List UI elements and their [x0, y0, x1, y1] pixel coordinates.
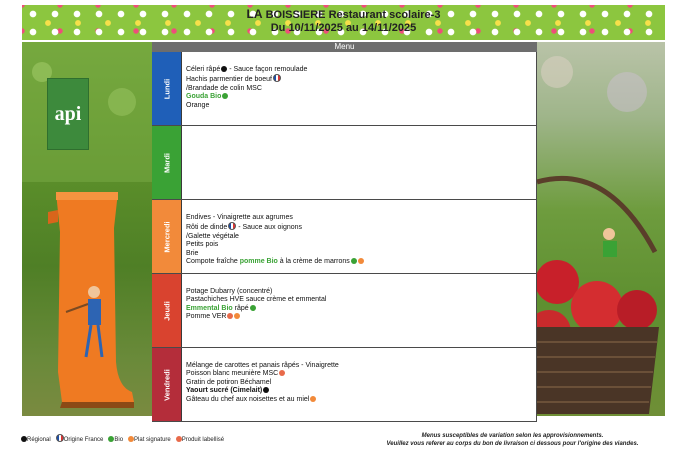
legend-label: Régional — [27, 437, 51, 443]
dish-sauce: - Sauce aux oignons — [236, 224, 303, 232]
menu-table — [152, 52, 537, 422]
dish-name: Gouda Bio — [186, 93, 222, 101]
menu-title — [22, 8, 665, 35]
title-main: BOISSIERE Restaurant scolaire-3 — [265, 9, 441, 21]
dish-item — [186, 102, 530, 110]
dish-item — [186, 66, 530, 74]
dish-name: Mélange de carottes et panais râpés - Vinaigrette — [186, 362, 339, 369]
dish-list — [186, 214, 530, 266]
day-label-cell — [152, 126, 182, 199]
day-label-cell — [152, 274, 182, 347]
day-label: Mercredi — [162, 220, 171, 253]
dish-name: Brie — [186, 249, 199, 257]
dish-item — [186, 370, 530, 378]
legend-item — [20, 437, 51, 443]
legend-label: Plat signature — [134, 437, 171, 443]
right-photo-apple-basket — [537, 42, 665, 416]
dish-sauce: - Sauce façon remoulade — [227, 66, 308, 73]
dish-name: Gratin de potiron Béchamel — [186, 378, 272, 386]
legend-item — [127, 437, 171, 443]
dish-item — [186, 258, 530, 266]
day-row-jeudi — [152, 274, 537, 348]
label-product-icon — [279, 370, 285, 376]
title-prefix: LA — [246, 7, 263, 21]
footer-note-line1: Menus susceptibles de variation selon les approvisionnements. — [421, 433, 604, 439]
dish-name: Rôti de dinde — [186, 224, 228, 232]
signature-dish-icon — [310, 396, 316, 402]
dish-detail: à la crème de marrons — [277, 258, 350, 266]
dish-item — [186, 387, 530, 395]
dish-list — [186, 66, 530, 110]
regional-icon — [263, 387, 269, 393]
api-logo: api — [47, 78, 89, 150]
dish-name: Céleri râpé — [186, 66, 221, 73]
dish-name: Petits pois — [186, 241, 219, 249]
day-label: Vendredi — [162, 368, 171, 401]
day-label-cell — [152, 348, 182, 421]
legend-item — [175, 437, 224, 443]
day-row-mercredi — [152, 200, 537, 274]
dish-item — [186, 296, 530, 304]
dish-item — [186, 305, 530, 313]
legend-item — [55, 437, 104, 443]
legend — [20, 434, 228, 443]
legend-label: Origine France — [63, 437, 104, 443]
dish-name: Orange — [186, 101, 210, 109]
dish-name: Poisson blanc meunière MSC — [186, 370, 279, 378]
bio-icon — [222, 93, 228, 99]
bio-icon — [351, 258, 357, 264]
dish-item — [186, 222, 530, 232]
date-range: Du 10/11/2025 au 14/11/2025 — [270, 22, 417, 34]
dish-name: Potage Dubarry (concentré) — [186, 288, 273, 295]
dish-name: Yaourt sucré (Cimelait) — [186, 387, 263, 395]
dish-item — [186, 288, 530, 296]
dish-item — [186, 93, 530, 101]
dish-item — [186, 233, 530, 241]
dish-list — [186, 362, 530, 404]
label-product-icon — [227, 313, 233, 319]
day-label: Jeudi — [162, 300, 171, 321]
day-label: Lundi — [162, 78, 171, 99]
day-label-cell — [152, 200, 182, 273]
day-label-cell — [152, 52, 182, 125]
bio-icon — [250, 305, 256, 311]
day-label: Mardi — [162, 152, 171, 173]
day-row-lundi — [152, 52, 537, 126]
legend-label: Bio — [114, 437, 124, 443]
day-row-mardi — [152, 126, 537, 200]
dish-name: /Brandade de colin MSC — [186, 84, 262, 92]
origin-france-icon — [273, 74, 281, 82]
dish-name: Endives - Vinaigrette aux agrumes — [186, 214, 293, 221]
signature-dish-icon — [234, 313, 240, 319]
dish-item — [186, 85, 530, 93]
dish-name: Emmental Bio — [186, 304, 233, 312]
footer-note-line2: Veuillez vous referer au corps du bon de livraison ci dessous pour l'origine des viandes. — [386, 441, 639, 447]
dish-item — [186, 313, 530, 321]
dish-item — [186, 362, 530, 370]
dish-item — [186, 250, 530, 258]
header-banner — [22, 5, 665, 40]
dish-item — [186, 241, 530, 249]
dish-name: Hachis parmentier de boeuf — [186, 76, 272, 84]
dish-name: Pastachiches HVE sauce crème et emmental — [186, 296, 327, 304]
dish-item — [186, 396, 530, 404]
legend-label: Produit labellisé — [181, 437, 225, 443]
dish-bio-highlight: pomme Bio — [239, 258, 278, 266]
dish-name: Compote fraîche — [186, 258, 240, 266]
origin-france-icon — [56, 434, 64, 442]
signature-dish-icon — [358, 258, 364, 264]
dish-item — [186, 214, 530, 222]
dish-list — [186, 288, 530, 322]
dish-name: /Galette végétale — [186, 232, 239, 240]
dish-item — [186, 379, 530, 387]
dish-name: Gâteau du chef aux noisettes et au miel — [186, 395, 310, 403]
day-row-vendredi — [152, 348, 537, 422]
menu-column-header: Menu — [152, 42, 537, 52]
dish-item — [186, 74, 530, 84]
dish-name: Pomme VER — [186, 313, 227, 321]
legend-item — [107, 437, 123, 443]
footer-note — [360, 432, 665, 448]
dish-suffix: râpé — [232, 304, 249, 312]
